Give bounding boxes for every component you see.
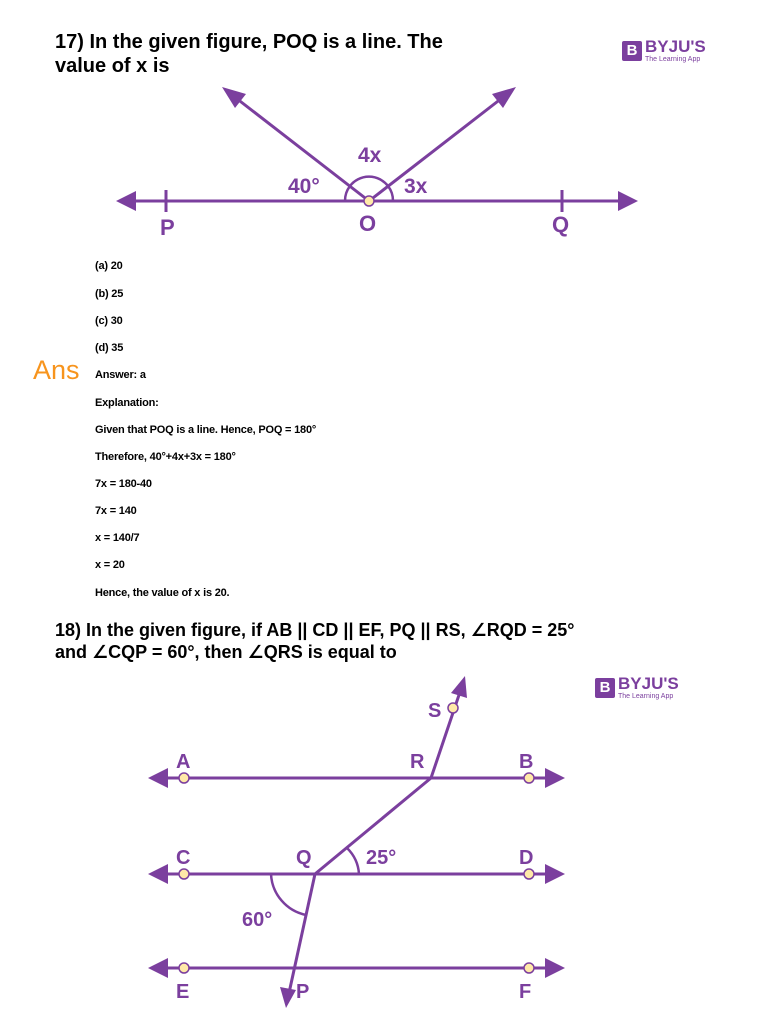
step-1: Given that POQ is a line. Hence, POQ = 180° xyxy=(95,424,317,436)
label-s: S xyxy=(428,700,442,722)
q17-title-line2: value of x is xyxy=(55,55,170,77)
option-d: (d) 35 xyxy=(95,342,124,354)
arc-60 xyxy=(271,874,306,915)
label-e: E xyxy=(176,981,190,1003)
q17-title-line1: 17) In the given figure, POQ is a line. The xyxy=(55,31,443,53)
byjus-logo-icon: B xyxy=(622,41,642,61)
angle-4x: 4x xyxy=(358,144,382,167)
arrow-c xyxy=(148,864,168,884)
point-s xyxy=(448,703,458,713)
logo-tagline: The Learning App xyxy=(645,56,701,63)
option-c: (c) 30 xyxy=(95,315,123,327)
point-d xyxy=(524,869,534,879)
arc-4x xyxy=(350,177,388,186)
arrow-d xyxy=(545,864,565,884)
arrow-a xyxy=(148,768,168,788)
label-r: R xyxy=(410,751,425,773)
step-2: Therefore, 40°+4x+3x = 180° xyxy=(95,451,236,463)
point-c xyxy=(179,869,189,879)
angle-40: 40° xyxy=(288,175,320,198)
step-3: 7x = 180-40 xyxy=(95,478,152,490)
label-25: 25° xyxy=(366,847,397,869)
point-o xyxy=(364,196,374,206)
logo-name-2: BYJU'S xyxy=(618,674,679,693)
option-a: (a) 20 xyxy=(95,260,123,272)
q18-figure xyxy=(0,660,768,1024)
q17-figure xyxy=(0,0,768,250)
logo-tagline-2: The Learning App xyxy=(618,693,674,700)
q18-title-line2: and ∠CQP = 60°, then ∠QRS is equal to xyxy=(55,642,397,662)
label-p: P xyxy=(160,215,175,240)
line-pq xyxy=(289,874,315,993)
arrow-right-q xyxy=(618,191,638,211)
arrow-p xyxy=(280,987,296,1008)
option-b: (b) 25 xyxy=(95,288,124,300)
label-q: Q xyxy=(296,847,312,869)
arrow-e xyxy=(148,958,168,978)
label-o: O xyxy=(359,211,377,236)
label-q: Q xyxy=(552,212,570,237)
answer-text: Answer: a xyxy=(95,369,146,381)
byjus-logo-icon-2: B xyxy=(595,678,615,698)
point-e xyxy=(179,963,189,973)
step-6: x = 20 xyxy=(95,559,125,571)
step-4: 7x = 140 xyxy=(95,505,137,517)
arc-25 xyxy=(347,848,359,874)
arc-40 xyxy=(345,186,350,201)
label-60: 60° xyxy=(242,909,273,931)
ans-label: Ans xyxy=(33,355,80,385)
point-b xyxy=(524,773,534,783)
label-a: A xyxy=(176,751,191,773)
arrow-f xyxy=(545,958,565,978)
logo-name: BYJU'S xyxy=(645,37,706,56)
explanation-heading: Explanation: xyxy=(95,397,159,409)
step-5: x = 140/7 xyxy=(95,532,140,544)
point-a xyxy=(179,773,189,783)
label-f: F xyxy=(519,981,532,1003)
label-p: P xyxy=(296,981,310,1003)
arrow-s xyxy=(451,676,467,698)
arrow-b xyxy=(545,768,565,788)
label-d: D xyxy=(519,847,534,869)
angle-3x: 3x xyxy=(404,175,428,198)
step-7: Hence, the value of x is 20. xyxy=(95,587,230,599)
point-f xyxy=(524,963,534,973)
arc-3x xyxy=(388,186,393,201)
q18-title-line1: 18) In the given figure, if AB || CD || EF, PQ || RS, ∠RQD = 25° xyxy=(55,620,575,640)
label-c: C xyxy=(176,847,191,869)
label-b: B xyxy=(519,751,534,773)
arrow-left-p xyxy=(116,191,136,211)
